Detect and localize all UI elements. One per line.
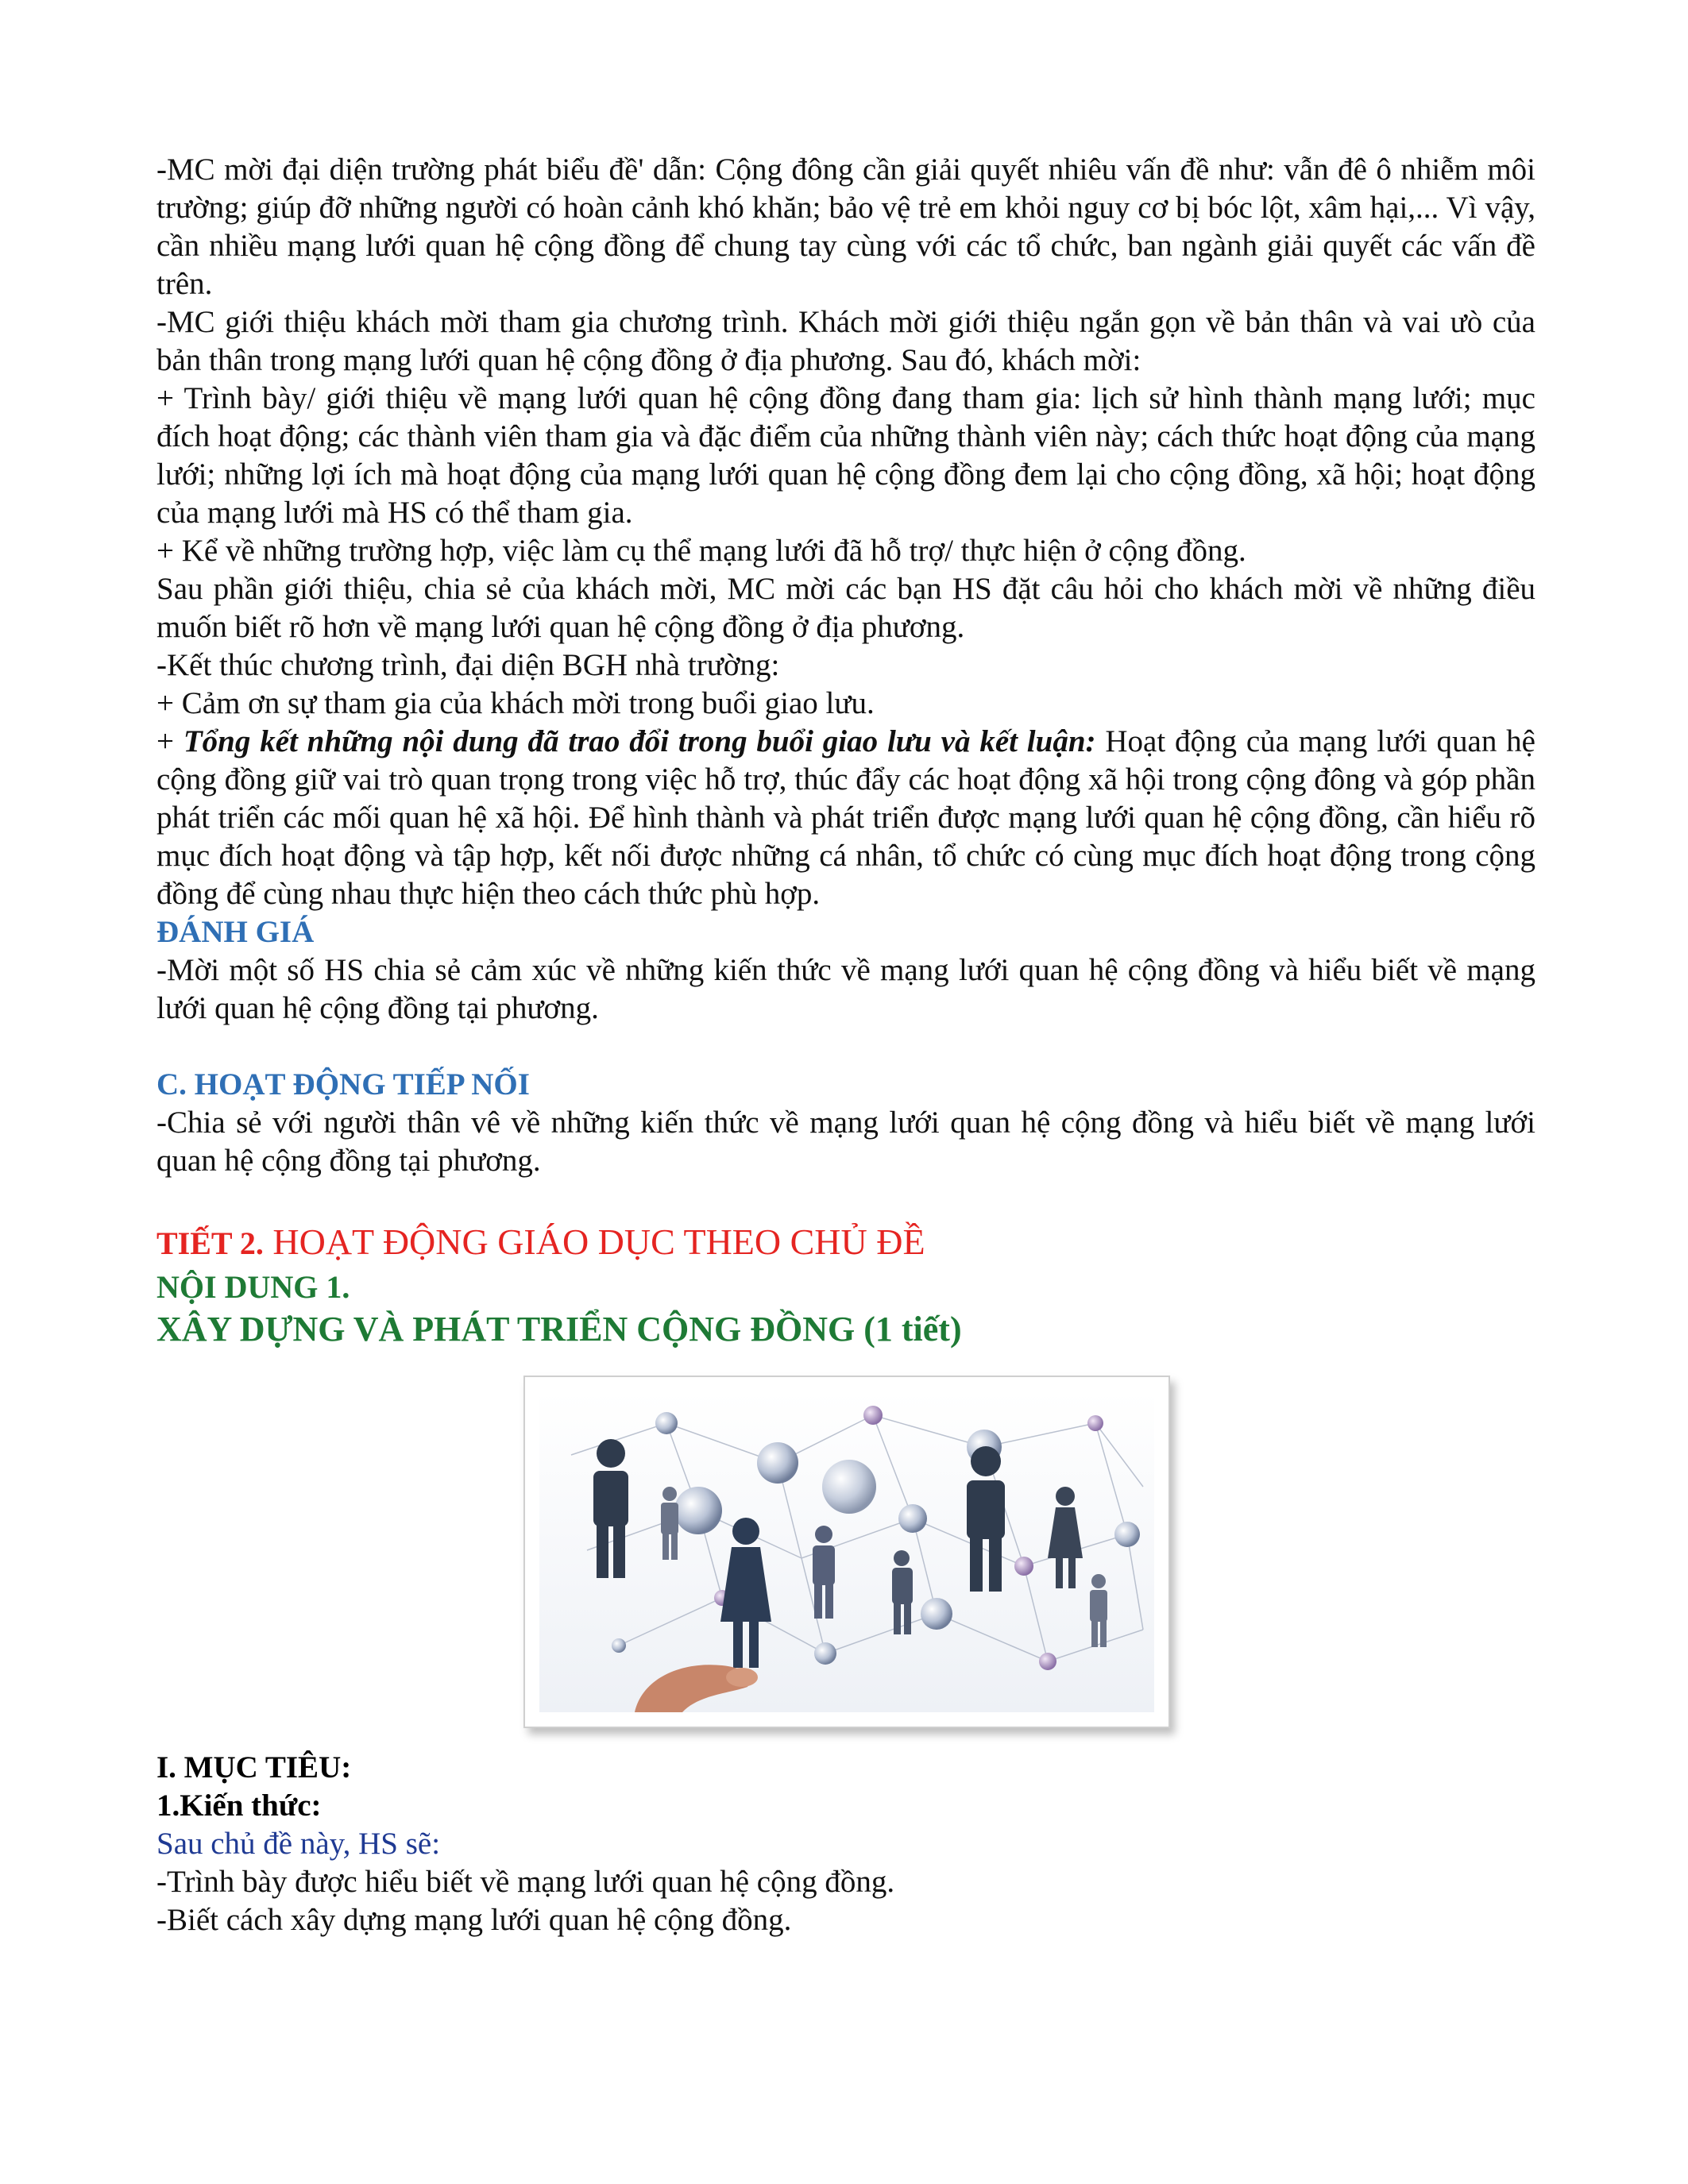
tiet-2-title: HOẠT ĐỘNG GIÁO DỤC THEO CHỦ ĐỀ [263, 1221, 925, 1262]
tiep-noi-heading: C. HOẠT ĐỘNG TIẾP NỐI [156, 1067, 530, 1102]
people-network-illustration [539, 1391, 1154, 1712]
paragraph-closing: -Kết thúc chương trình, đại diện BGH nhà trường: [156, 648, 780, 682]
spacer [156, 1028, 1535, 1066]
muc-tieu-intro: Sau chủ đề này, HS sẽ: [156, 1827, 441, 1861]
tiet-2-label: TIẾT 2. [156, 1225, 264, 1261]
paragraph-questions: Sau phần giới thiệu, chia sẻ của khách mời, MC mời các bạn HS đặt câu hỏi cho khách mời về những điều muốn biết rõ hơn về mạng lưới quan hệ cộng đồng ở địa phương. [156, 572, 1535, 644]
tiet-2-heading [156, 1218, 1535, 1268]
paragraph-thanks: + Cảm ơn sự tham gia của khách mời trong buổi giao lưu. [156, 686, 875, 720]
muc-tieu-item: -Trình bày được hiểu biết về mạng lưới quan hệ cộng đồng. [156, 1865, 895, 1899]
spacer [156, 1180, 1535, 1218]
summary-prefix: + [156, 724, 183, 758]
kien-thuc-heading: 1.Kiến thức: [156, 1788, 322, 1823]
danh-gia-text: -Mời một số HS chia sẻ cảm xúc về những kiến thức về mạng lưới quan hệ cộng đồng và hiểu biết về mạng lưới quan hệ cộng đồng tại phương. [156, 953, 1535, 1025]
summary-colon: : [1085, 724, 1096, 758]
paragraph-network-presentation: + Trình bày/ giới thiệu về mạng lưới quan hệ cộng đồng đang tham gia: lịch sử hình thành mạng lưới; mục đích hoạt động; các thành viên tham gia và đặc điểm của những thành viên này; cách thức hoạt động của mạng lưới; những lợi ích mà hoạt động của mạng lưới quan hệ cộng đồng đem lại cho cộng đồng, xã hội; hoạt động của mạng lưới mà HS có thể tham gia. [156, 381, 1535, 530]
figure-area [156, 1376, 1535, 1749]
paragraph-cases: + Kể về những trường hợp, việc làm cụ thể mạng lưới đã hỗ trợ/ thực hiện ở cộng đồng. [156, 534, 1246, 568]
paragraph-guest-intro: -MC giới thiệu khách mời tham gia chương trình. Khách mời giới thiệu ngắn gọn về bản thân và vai ưò của bản thân trong mạng lưới quan hệ cộng đồng ở địa phương. Sau đó, khách mời: [156, 305, 1535, 377]
muc-tieu-item: -Biết cách xây dựng mạng lưới quan hệ cộng đồng. [156, 1903, 792, 1937]
tiep-noi-text: -Chia sẻ với người thân vê về những kiến thức về mạng lưới quan hệ cộng đồng và hiểu biết về mạng lưới quan hệ cộng đồng tại phương. [156, 1106, 1535, 1178]
topic-title: XÂY DỰNG VÀ PHÁT TRIỂN CỘNG ĐỒNG (1 tiết) [156, 1310, 962, 1349]
muc-tieu-heading: I. MỤC TIÊU: [156, 1750, 352, 1785]
noi-dung-heading: NỘI DUNG 1. [156, 1269, 350, 1305]
document-body [156, 151, 1535, 1939]
summary-text: Hoạt động của mạng lưới quan hệ cộng đồng giữ vai trò quan trọng trong việc hỗ trợ, thúc đẩy các hoạt động xã hội trong cộng đông và góp phần phát triển các mối quan hệ xã hội. Để hình thành và phát triển được mạng lưới quan hệ cộng đồng, cần hiểu rõ mục đích hoạt động và tập hợp, kết nối được những cá nhân, tổ chức có cùng mục đích hoạt động trong cộng đồng để cùng nhau thực hiện theo cách thức phù hợp. [156, 724, 1535, 911]
paragraph-summary [156, 723, 1535, 913]
danh-gia-heading: ĐÁNH GIÁ [156, 915, 315, 949]
community-network-image [523, 1376, 1170, 1728]
paragraph-mc-intro: -MC mời đại diện trường phát biểu đề' dẫn: Cộng đông cần giải quyết nhiêu vấn đề như: vẫn đê ô nhiễm môi trường; giúp đỡ những người có hoàn cảnh khó khăn; bảo vệ trẻ em khỏi nguy cơ bị bóc lột, xâm hại,... Vì vậy, cần nhiều mạng lưới quan hệ cộng đồng để chung tay cùng với các tổ chức, ban ngành giải quyết các vấn đề trên. [156, 152, 1535, 301]
summary-bold-italic: Tổng kết những nội dung đã trao đổi trong buổi giao lưu và kết luận [183, 724, 1086, 758]
